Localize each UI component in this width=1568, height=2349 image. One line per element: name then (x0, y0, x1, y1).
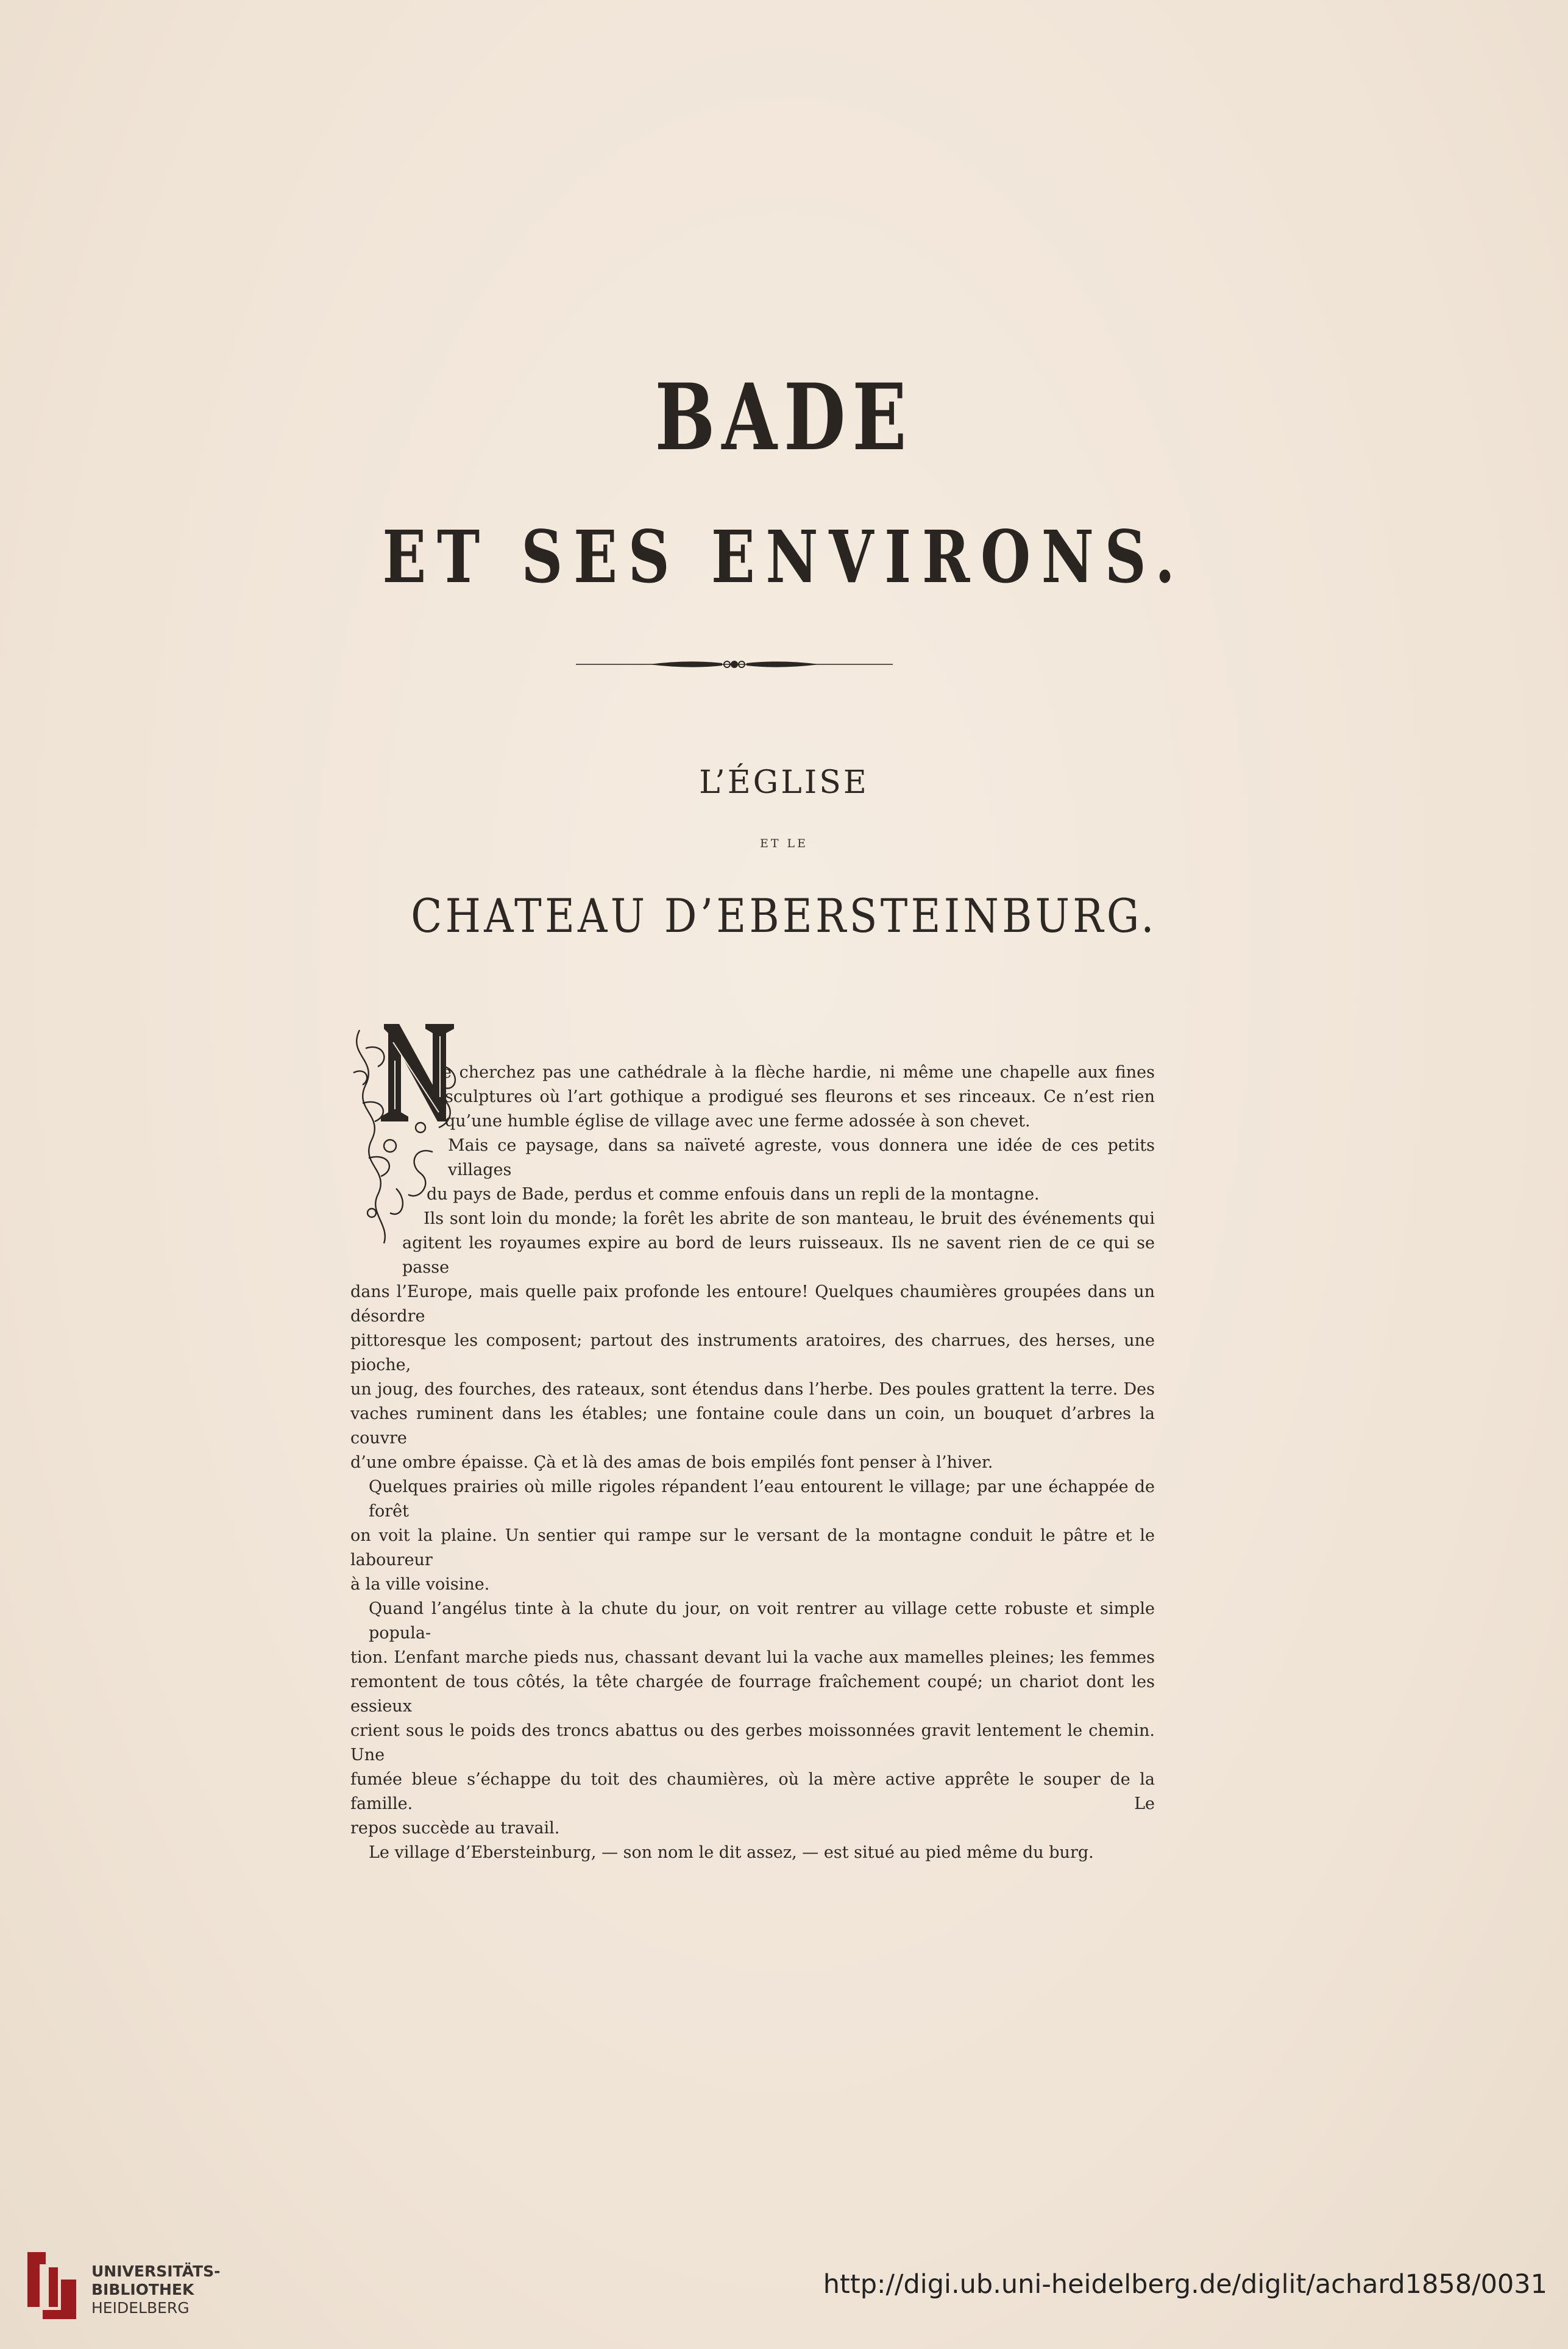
body-line: vaches ruminent dans les étables; une fontaine coule dans un coin, un bouquet d’arbres la couvre (350, 1404, 1155, 1448)
body-line: e cherchez pas une cathédrale à la flèche hardie, ni même une chapelle aux fines (442, 1063, 1155, 1082)
body-line: Quand l’angélus tinte à la chute du jour, on voit rentrer au village cette robuste et simple popula- (369, 1599, 1155, 1643)
body-line: un joug, des fourches, des rateaux, sont étendus dans l’herbe. Des poules grattent la terre. Des (350, 1380, 1155, 1399)
section-heading-line3: CHATEAU D’EBERSTEINBURG. (411, 889, 1157, 943)
page-title: BADE (655, 364, 913, 471)
library-name-line1: UNIVERSITÄTS- (91, 2262, 221, 2280)
body-line: agitent les royaumes expire au bord de leurs ruisseaux. Ils ne savent rien de ce qui se passe (402, 1234, 1155, 1277)
body-text (350, 1061, 1155, 1865)
section-heading-line2: ET LE (759, 837, 809, 850)
body-line: crient sous le poids des troncs abattus ou des gerbes moissonnées gravit lentement le chemin. Une (350, 1721, 1155, 1764)
body-line: du pays de Bade, perdus et comme enfouis dans un repli de la montagne. (427, 1185, 1040, 1204)
library-logo-icon (24, 2249, 79, 2322)
body-line: Quelques prairies où mille rigoles répandent l’eau entourent le village; par une échappée de forêt (369, 1477, 1155, 1521)
body-line: Le village d’Ebersteinburg, — son nom le dit assez, — est situé au pied même du burg. (369, 1843, 1094, 1862)
body-line: remontent de tous côtés, la tête chargée de fourrage fraîchement coupé; un chariot dont les essieux (350, 1672, 1155, 1716)
body-line: tion. L’enfant marche pieds nus, chassant devant lui la vache aux mamelles pleines; les femmes (350, 1648, 1155, 1667)
body-line: Ils sont loin du monde; la forêt les abrite de son manteau, le bruit des événements qui (424, 1209, 1155, 1228)
body-line: repos succède au travail. (350, 1819, 560, 1838)
section-heading-line1: L’ÉGLISE (699, 764, 869, 801)
library-name-line3: HEIDELBERG (91, 2299, 190, 2317)
page-subtitle: ET SES ENVIRONS. (382, 514, 1186, 599)
library-name (91, 2262, 220, 2317)
body-line: d’une ombre épaisse. Çà et là des amas de bois empilés font penser à l’hiver. (350, 1453, 993, 1472)
body-line: sculptures où l’art gothique a prodigué ses fleurons et ses rinceaux. Ce n’est rien (445, 1087, 1155, 1106)
body-line: Mais ce paysage, dans sa naïveté agreste, vous donnera une idée de ces petits villages (448, 1136, 1155, 1179)
body-line: qu’une humble église de village avec une ferme adossée à son chevet. (445, 1112, 1031, 1131)
library-name-line2: BIBLIOTHEK (91, 2281, 194, 2298)
body-line: dans l’Europe, mais quelle paix profonde les entoure! Quelques chaumières groupées dans un désordre (350, 1282, 1155, 1326)
body-line: fumée bleue s’échappe du toit des chaumières, où la mère active apprête le souper de la famille. Le (350, 1770, 1155, 1813)
body-line: à la ville voisine. (350, 1575, 490, 1594)
ornament-divider-icon (576, 652, 893, 677)
body-line: on voit la plaine. Un sentier qui rampe sur le versant de la montagne conduit le pâtre et le laboureur (350, 1526, 1155, 1569)
source-url-link[interactable]: http://digi.ub.uni-heidelberg.de/diglit/achard1858/0031 (823, 2269, 1547, 2300)
body-line: pittoresque les composent; partout des instruments aratoires, des charrues, des herses, une pioche, (350, 1331, 1155, 1374)
